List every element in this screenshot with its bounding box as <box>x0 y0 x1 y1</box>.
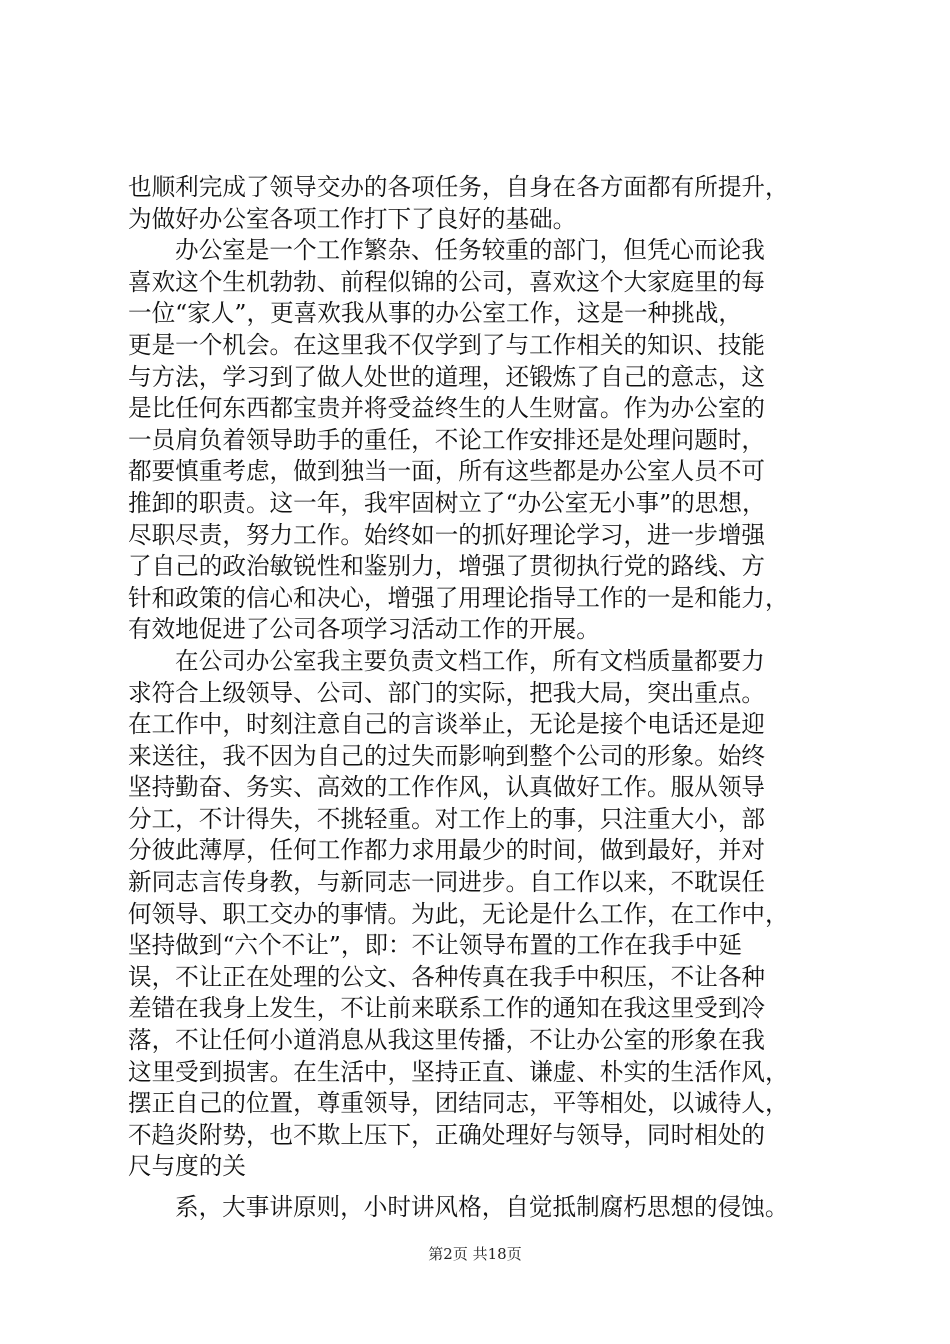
text-line: 了自己的政治敏锐性和鉴别力，增强了贯彻执行党的路线、方 <box>128 552 766 581</box>
paragraph-start-line: 系，大事讲原则，小时讲风格，自觉抵制腐朽思想的侵蚀。 <box>175 1193 789 1221</box>
text-line: 都要慎重考虑，做到独当一面，所有这些都是办公室人员不可 <box>128 457 766 486</box>
text-line: 这里受到损害。在生活中，坚持正直、谦虚、朴实的生活作风， <box>128 1057 789 1086</box>
text-line: 坚持做到“六个不让”，即：不让领导布置的工作在我手中延 <box>128 931 742 960</box>
text-line: 更是一个机会。在这里我不仅学到了与工作相关的知识、技能 <box>128 330 766 359</box>
text-line: 与方法，学习到了做人处世的道理，还锻炼了自己的意志，这 <box>128 362 766 391</box>
document-body <box>128 172 828 1224</box>
text-line: 新同志言传身教，与新同志一同进步。自工作以来，不耽误任 <box>128 868 766 897</box>
text-line: 在工作中，时刻注意自己的言谈举止，无论是接个电话还是迎 <box>128 710 766 739</box>
text-line: 为做好办公室各项工作打下了良好的基础。 <box>128 204 577 233</box>
text-line: 分彼此薄厚，任何工作都力求用最少的时间，做到最好，并对 <box>128 836 766 865</box>
text-line: 是比任何东西都宝贵并将受益终生的人生财富。作为办公室的 <box>128 394 766 423</box>
text-line: 求符合上级领导、公司、部门的实际，把我大局，突出重点。 <box>128 678 766 707</box>
text-line: 差错在我身上发生，不让前来联系工作的通知在我这里受到冷 <box>128 994 766 1023</box>
page-number-footer: 第2页 共18页 <box>428 1245 522 1263</box>
text-line: 针和政策的信心和决心，增强了用理论指导工作的一是和能力， <box>128 583 789 612</box>
text-line: 有效地促进了公司各项学习活动工作的开展。 <box>128 615 600 644</box>
paragraph-start-line: 办公室是一个工作繁杂、任务较重的部门，但凭心而论我 <box>175 236 765 265</box>
text-line: 尺与度的关 <box>128 1152 246 1181</box>
text-line: 尽职尽责，努力工作。始终如一的抓好理论学习，进一步增强 <box>128 520 766 549</box>
text-line: 落，不让任何小道消息从我这里传播，不让办公室的形象在我 <box>128 1026 766 1055</box>
text-line: 坚持勤奋、务实、高效的工作作风，认真做好工作。服从领导 <box>128 773 766 802</box>
text-line: 摆正自己的位置，尊重领导，团结同志，平等相处，以诚待人， <box>128 1089 789 1118</box>
text-line: 来送往，我不因为自己的过失而影响到整个公司的形象。始终 <box>128 741 766 770</box>
text-line: 何领导、职工交办的事情。为此，无论是什么工作，在工作中， <box>128 899 789 928</box>
paragraph-start-line: 在公司办公室我主要负责文档工作，所有文档质量都要力 <box>175 646 765 675</box>
text-line: 推卸的职责。这一年，我牢固树立了“办公室无小事”的思想， <box>128 488 766 517</box>
text-line: 误，不让正在处理的公文、各种传真在我手中积压，不让各种 <box>128 962 766 991</box>
text-line: 一员肩负着领导助手的重任，不论工作安排还是处理问题时， <box>128 425 766 454</box>
text-line: 不趋炎附势，也不欺上压下，正确处理好与领导，同时相处的 <box>128 1120 766 1149</box>
text-line: 喜欢这个生机勃勃、前程似锦的公司，喜欢这个大家庭里的每 <box>128 267 766 296</box>
text-line: 分工，不计得失，不挑轻重。对工作上的事，只注重大小，部 <box>128 804 766 833</box>
text-line: 一位“家人”，更喜欢我从事的办公室工作，这是一种挑战， <box>128 299 742 328</box>
text-line: 也顺利完成了领导交办的各项任务，自身在各方面都有所提升， <box>128 173 789 201</box>
